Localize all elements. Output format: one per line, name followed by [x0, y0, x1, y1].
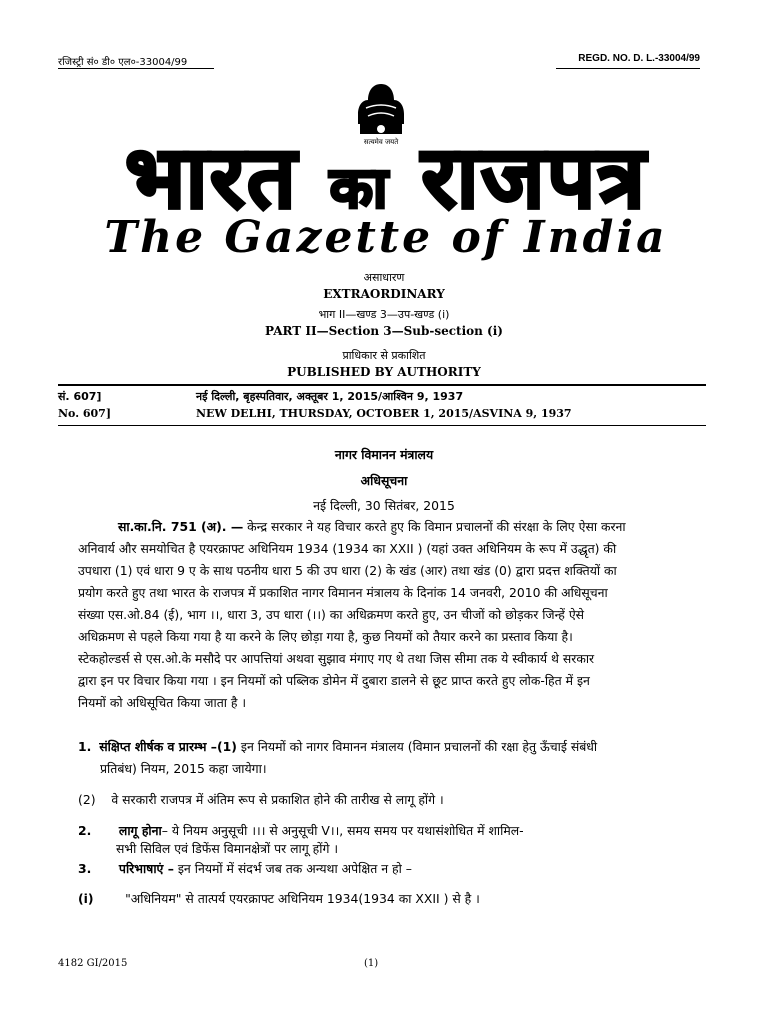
- issue-date-english: NEW DELHI, THURSDAY, OCTOBER 1, 2015/ASVINA 9, 1937: [196, 407, 572, 420]
- gazette-title-english: The Gazette of India: [104, 212, 668, 263]
- place-date: नई दिल्ली, 30 सितंबर, 2015: [313, 498, 455, 513]
- rule-2: [78, 822, 524, 839]
- para-line-2: अनिवार्य और समयोचित है एयरक्राफ्ट अधिनियम 1934 (1934 का XXII ) (यहां उक्त अधिनियम के रूप में उद्धृत) की: [78, 541, 617, 556]
- rule-3-i-number: (i): [78, 891, 94, 906]
- rule-1-sub: –(1): [206, 739, 237, 754]
- rule-3-title: परिभाषाएं –: [118, 861, 174, 876]
- registry-number-english: REGD. NO. D. L.-33004/99: [578, 53, 700, 64]
- rule-3-i-text: "अधिनियम" से तात्पर्य एयरक्राफ्ट अधिनियम 1934(1934 का XXII ) से है ।: [125, 891, 480, 906]
- para-line-1: केन्द्र सरकार ने यह विचार करते हुए कि विमान प्रचालनों की संरक्षा के लिए ऐसा करना: [243, 519, 626, 534]
- extraordinary-hindi: असाधारण: [363, 271, 405, 284]
- rule-3-i: [78, 890, 480, 907]
- issue-number-hindi: सं. 607]: [58, 390, 102, 403]
- rule-1: [78, 738, 597, 755]
- rule-2-title: लागू होना: [118, 823, 162, 838]
- extraordinary-english: EXTRAORDINARY: [323, 287, 445, 301]
- title-word-ka: का: [329, 156, 390, 221]
- registry-underline-right: [556, 68, 700, 69]
- rule-1-2: [78, 791, 444, 808]
- authority-hindi: प्राधिकार से प्रकाशित: [342, 349, 426, 362]
- registry-underline-left: [58, 68, 214, 69]
- para-line-9: नियमों को अधिसूचित किया जाता है ।: [78, 695, 247, 710]
- rule-1-title: संक्षिप्त शीर्षक व प्रारम्भ: [99, 739, 207, 754]
- para-line-5: संख्या एस.ओ.84 (ई), भाग ।।, धारा 3, उप धारा (।।) का अधिक्रमण करते हुए, उन चीजों को छोड़कर जिन्हें ऐसे: [78, 607, 585, 622]
- rule-3-text: इन नियमों में संदर्भ जब तक अन्यथा अपेक्षित न हो –: [173, 861, 412, 876]
- authority-english: PUBLISHED BY AUTHORITY: [287, 365, 481, 379]
- registry-number-hindi: रजिस्ट्री सं० डी० एल०-33004/99: [58, 57, 188, 68]
- para-line-8: द्वारा इन पर विचार किया गया । इन नियमों को पब्लिक डोमेन में दुबारा डालने से छूट प्राप्त करते हुए लोक-हित में इन: [78, 673, 590, 688]
- title-word-bharat: भारत: [125, 128, 298, 228]
- rule-3: [78, 860, 412, 877]
- ministry-name: नागर विमानन मंत्रालय: [334, 447, 434, 462]
- rule-3-number: 3.: [78, 861, 92, 876]
- page-number: (1): [364, 958, 379, 969]
- title-word-rajpatra: राजपत्र: [421, 128, 647, 228]
- rule-2-number: 2.: [78, 823, 92, 838]
- footer-code: 4182 GI/2015: [58, 958, 128, 969]
- notification-heading: अधिसूचना: [360, 473, 408, 488]
- part-english: PART II—Section 3—Sub-section (i): [265, 324, 503, 338]
- para-line-4: प्रयोग करते हुए तथा भारत के राजपत्र में प्रकाशित नागर विमानन मंत्रालय के दिनांक 14 जनवरी, 2010 की अधिसूचना: [78, 585, 608, 600]
- para-line-7: स्टेकहोल्डर्स से एस.ओ.के मसौदे पर आपत्तियां अथवा सुझाव मंगाए गए थे तथा जिस सीमा तक ये स्वीकार्य थे सरकार: [78, 651, 595, 666]
- issue-number-english: No. 607]: [58, 407, 112, 420]
- rule-1-number: 1.: [78, 739, 92, 754]
- rule-1-text-2: प्रतिबंध) नियम, 2015 कहा जायेगा।: [100, 761, 267, 776]
- emblem-motto: सत्यमेव जयते: [363, 138, 399, 146]
- para-line-6: अधिक्रमण से पहले किया गया है या करने के लिए छोड़ा गया है, कुछ नियमों को तैयार करने का प्रस्ताव किया है।: [78, 629, 573, 644]
- rule-2-text-2: सभी सिविल एवं डिफेंस विमानक्षेत्रों पर लागू होंगे ।: [116, 841, 339, 856]
- divider-bottom: [58, 425, 706, 426]
- divider-top: [58, 384, 706, 386]
- para-line-3: उपधारा (1) एवं धारा 9 ए के साथ पठनीय धारा 5 की उप धारा (2) के खंड (आर) तथा खंड (0) द्वारा प्रदत्त शक्तियों का: [78, 563, 617, 578]
- gsr-number: सा.का.नि. 751 (अ). —: [118, 519, 244, 534]
- notification-paragraph: [78, 516, 698, 714]
- part-hindi: भाग II—खण्ड 3—उप-खण्ड (i): [318, 308, 450, 321]
- rule-1-2-text: वे सरकारी राजपत्र में अंतिम रूप से प्रकाशित होने की तारीख से लागू होंगे ।: [111, 792, 444, 807]
- issue-date-hindi: नई दिल्ली, बृहस्पतिवार, अक्तूबर 1, 2015/आश्विन 9, 1937: [196, 390, 464, 403]
- rule-1-text: इन नियमों को नागर विमानन मंत्रालय (विमान प्रचालनों की रक्षा हेतु ऊँचाई संबंधी: [236, 739, 598, 754]
- rule-1-2-number: (2): [78, 792, 96, 807]
- rule-2-text: – ये नियम अनुसूची ।।। से अनुसूची V।।, समय समय पर यथासंशोधित में शामिल-: [161, 823, 524, 838]
